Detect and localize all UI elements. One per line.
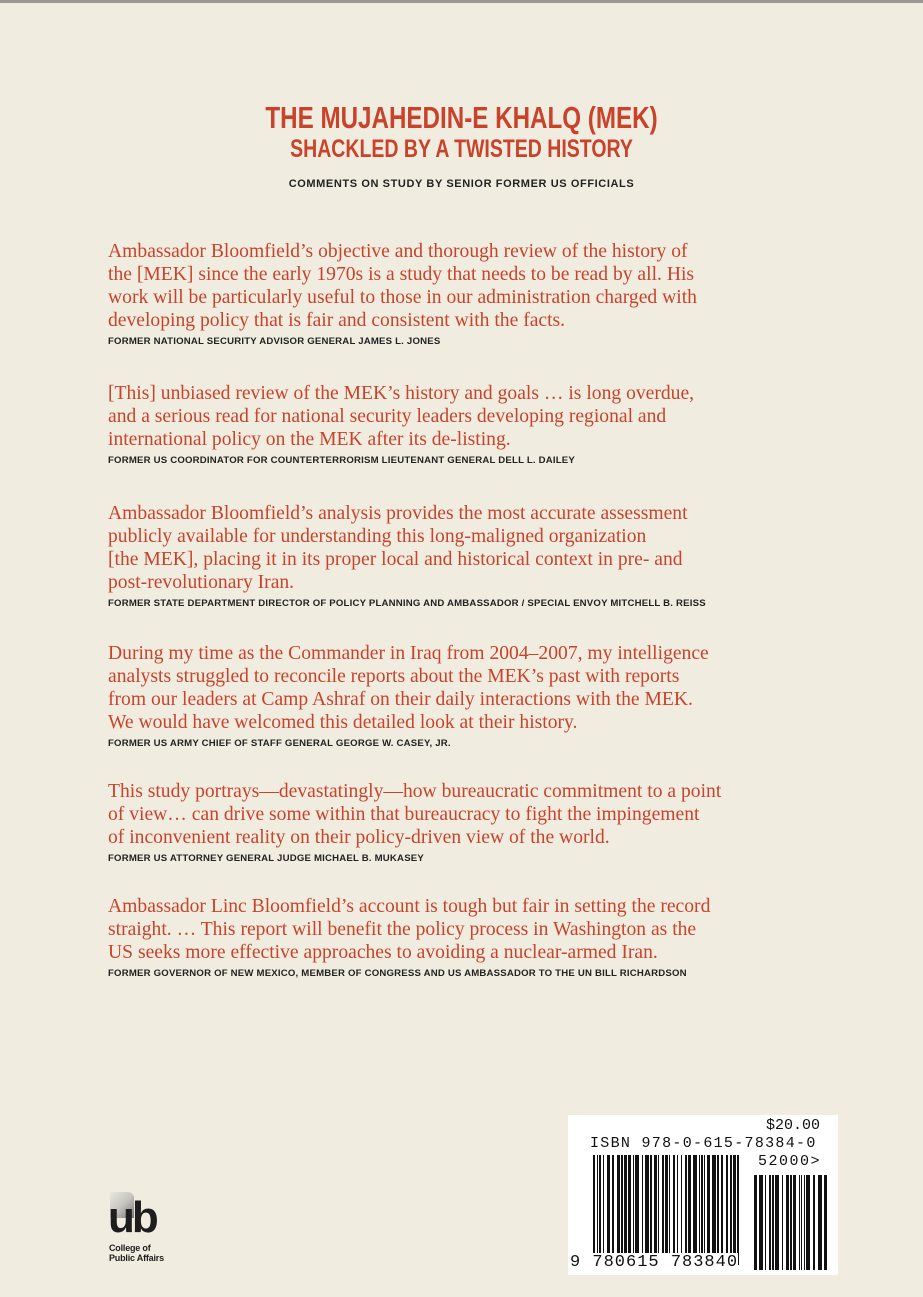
quote-line: and a serious read for national security leaders developing regional and: [108, 406, 667, 427]
quote-line: [the MEK], placing it in its proper local and historical context in pre- and: [108, 549, 683, 570]
barcode-bar: [733, 1155, 736, 1265]
quote-line: US seeks more effective approaches to avoiding a nuclear-armed Iran.: [108, 942, 658, 963]
barcode-bar: [599, 1155, 601, 1265]
barcode-bar: [642, 1155, 643, 1265]
quote-line: analysts struggled to reconcile reports about the MEK’s past with reports: [108, 666, 680, 687]
barcode-bar: [759, 1175, 763, 1270]
barcode-bar: [624, 1155, 627, 1265]
barcode-bar: [712, 1155, 716, 1265]
barcode-bar: [790, 1175, 792, 1270]
quote-attribution: FORMER US ATTORNEY GENERAL JUDGE MICHAEL B. MUKASEY: [108, 853, 424, 864]
barcode-bar: [685, 1155, 687, 1265]
quote-attribution: FORMER NATIONAL SECURITY ADVISOR GENERAL JAMES L. JONES: [108, 336, 441, 347]
barcode-bar: [824, 1175, 827, 1270]
barcode-bar: [813, 1175, 815, 1270]
quote-line: During my time as the Commander in Iraq from 2004–2007, my intelligence: [108, 643, 709, 664]
barcode-bar: [633, 1155, 634, 1265]
quote-line: Ambassador Bloomfield’s analysis provides the most accurate assessment: [108, 503, 688, 524]
publisher-logo: [108, 1192, 188, 1272]
barcode-bar: [597, 1155, 598, 1265]
barcode-bar: [730, 1155, 732, 1265]
barcode-bar: [726, 1155, 728, 1265]
barcode-bar: [693, 1155, 697, 1265]
quote-line: international policy on the MEK after its de-listing.: [108, 429, 511, 450]
barcode-bar: [673, 1155, 675, 1265]
quote-line: [This] unbiased review of the MEK’s history and goals … is long overdue,: [108, 383, 695, 404]
quote-line: straight. … This report will benefit the policy process in Washington as the: [108, 919, 697, 940]
quote-line: Ambassador Bloomfield’s objective and thorough review of the history of: [108, 241, 688, 262]
barcode-bar: [654, 1155, 657, 1265]
barcode-bar: [662, 1155, 664, 1265]
quote-attribution: FORMER US ARMY CHIEF OF STAFF GENERAL GEORGE W. CASEY, JR.: [108, 738, 451, 749]
barcode-bar: [786, 1175, 789, 1270]
quote-line: the [MEK] since the early 1970s is a study that needs to be read by all. His: [108, 264, 695, 285]
quote-line: from our leaders at Camp Ashraf on their daily interactions with the MEK.: [108, 689, 693, 710]
barcode-bar: [754, 1175, 757, 1270]
barcode-digits: 9 780615 783840: [570, 1253, 739, 1272]
quote-block: [108, 382, 828, 466]
quote-block: [108, 780, 828, 864]
quote-line: post-revolutionary Iran.: [108, 572, 295, 593]
barcode-bar: [621, 1155, 623, 1265]
barcode-bar: [717, 1155, 719, 1265]
barcode-bar: [645, 1155, 649, 1265]
barcode-bar: [818, 1175, 822, 1270]
isbn-text: ISBN 978-0-615-78384-0: [590, 1135, 817, 1152]
isbn-barcode: [568, 1115, 838, 1275]
quote-line: publicly available for understanding this long-maligned organization: [108, 526, 647, 547]
quote-line: Ambassador Linc Bloomfield’s account is tough but fair in setting the record: [108, 896, 711, 917]
barcode-bar: [612, 1155, 614, 1265]
barcode-bar: [665, 1155, 668, 1265]
barcode-bar: [650, 1155, 652, 1265]
top-edge: [0, 0, 923, 3]
logo-text: [109, 1243, 164, 1263]
quote-line: We would have welcomed this detailed look at their history.: [108, 712, 578, 733]
barcode-bar: [607, 1155, 610, 1265]
logo-mark: ub: [108, 1193, 156, 1242]
barcode-bar: [737, 1155, 739, 1265]
barcode-bar: [775, 1175, 779, 1270]
quote-attribution: FORMER STATE DEPARTMENT DIRECTOR OF POLICY PLANNING AND AMBASSADOR / SPECIAL ENVOY MITCHELL B. REISS: [108, 598, 706, 609]
logo-line1: College of: [109, 1243, 151, 1253]
barcode-bar: [801, 1175, 802, 1270]
barcode-bar: [704, 1155, 705, 1265]
barcode-bar: [782, 1175, 783, 1270]
barcode-bar: [772, 1175, 774, 1270]
addon-code: 52000>: [758, 1153, 822, 1170]
barcode-bar: [701, 1155, 703, 1265]
logo-line2: Public Affairs: [109, 1253, 164, 1263]
quote-attribution: FORMER US COORDINATOR FOR COUNTERTERRORISM LIEUTENANT GENERAL DELL L. DAILEY: [108, 455, 575, 466]
barcode-bar: [593, 1155, 595, 1265]
barcode-bar: [804, 1175, 805, 1270]
barcode-bar: [699, 1155, 700, 1265]
quote-line: of view… can drive some within that bureaucracy to fight the impingement: [108, 804, 700, 825]
section-heading: COMMENTS ON STUDY BY SENIOR FORMER US OFFICIALS: [288, 178, 635, 190]
quote-block: [108, 895, 828, 979]
quote-line: of inconvenient reality on their policy-driven view of the world.: [108, 827, 610, 848]
barcode-bar: [806, 1175, 810, 1270]
barcode-bar: [721, 1155, 723, 1265]
barcode-bar: [765, 1175, 766, 1270]
quote-block: [108, 642, 828, 749]
quote-block: [108, 240, 828, 347]
barcode-bar: [635, 1155, 639, 1265]
barcode-bar: [617, 1155, 620, 1265]
price: $20.00: [765, 1117, 820, 1134]
quote-line: developing policy that is fair and consistent with the facts.: [108, 310, 566, 331]
quote-block: [108, 502, 828, 609]
quote-attribution: FORMER GOVERNOR OF NEW MEXICO, MEMBER OF CONGRESS AND US AMBASSADOR TO THE UN BILL RICHARDSON: [108, 968, 687, 979]
book-subtitle: SHACKLED BY A TWISTED HISTORY: [290, 135, 633, 163]
quote-line: work will be particularly useful to those in our administration charged with: [108, 287, 697, 308]
barcode-bar: [658, 1155, 659, 1265]
barcode-bar: [669, 1155, 670, 1265]
book-title: THE MUJAHEDIN-E KHALQ (MEK): [265, 100, 658, 135]
quote-line: This study portrays—devastatingly—how bureaucratic commitment to a point: [108, 781, 722, 802]
barcode-bar: [707, 1155, 710, 1265]
barcode-bar: [603, 1155, 604, 1265]
barcode-bar: [677, 1155, 678, 1265]
barcode-bar: [793, 1175, 796, 1270]
barcode-bar: [628, 1155, 631, 1265]
barcode-bar: [688, 1155, 691, 1265]
barcode-bar: [681, 1155, 682, 1265]
barcode-bar: [769, 1175, 771, 1270]
barcode-bar: [799, 1175, 800, 1270]
